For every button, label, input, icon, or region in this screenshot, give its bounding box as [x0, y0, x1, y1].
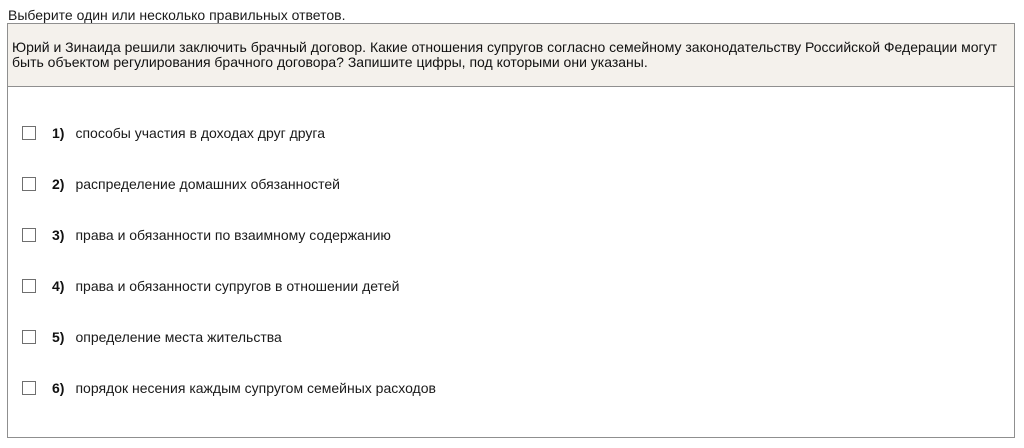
checkbox-3[interactable] — [22, 228, 36, 242]
option-number-5: 5) — [52, 329, 65, 345]
option-label-3: права и обязанности по взаимному содержанию — [75, 227, 391, 243]
option-number-4: 4) — [52, 278, 65, 294]
option-label-6: порядок несения каждым супругом семейных расходов — [75, 380, 436, 396]
checkbox-4[interactable] — [22, 279, 36, 293]
answer-option-4[interactable] — [22, 276, 399, 296]
answer-option-1[interactable] — [22, 123, 325, 143]
task-card — [7, 23, 1015, 438]
option-number-2: 2) — [52, 176, 65, 192]
answer-option-6[interactable] — [22, 378, 436, 398]
option-label-5: определение места жительства — [75, 329, 282, 345]
checkbox-2[interactable] — [22, 177, 36, 191]
question-text: Юрий и Зинаида решили заключить брачный договор. Какие отношения супругов согласно семейному законодательству Российской Федерации могут быть объектом регулирования брачного договора? Запишите цифры, под которыми они указаны. — [8, 24, 1014, 87]
option-label-2: распределение домашних обязанностей — [75, 176, 340, 192]
option-label-4: права и обязанности супругов в отношении детей — [75, 278, 400, 294]
answer-option-5[interactable] — [22, 327, 282, 347]
answer-option-3[interactable] — [22, 225, 391, 245]
option-number-6: 6) — [52, 380, 65, 396]
instruction-text: Выберите один или несколько правильных ответов. — [8, 7, 346, 23]
option-label-1: способы участия в доходах друг друга — [75, 125, 325, 141]
option-number-3: 3) — [52, 227, 65, 243]
checkbox-6[interactable] — [22, 381, 36, 395]
option-number-1: 1) — [52, 125, 65, 141]
checkbox-1[interactable] — [22, 126, 36, 140]
checkbox-5[interactable] — [22, 330, 36, 344]
answer-option-2[interactable] — [22, 174, 340, 194]
